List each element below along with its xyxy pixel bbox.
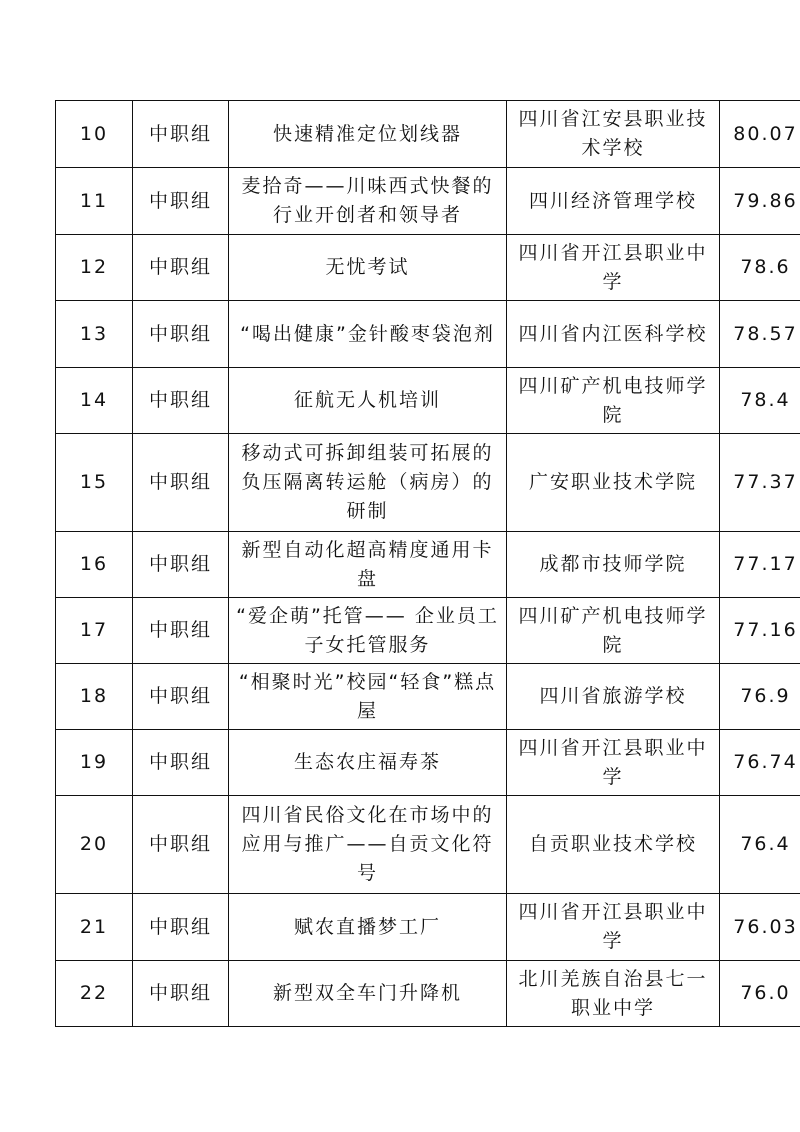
project-name: 征航无人机培训 (293, 389, 441, 411)
table-row (56, 664, 800, 730)
rank-cell: 20 (56, 796, 133, 894)
group-cell: 中职组 (133, 730, 229, 796)
score-cell: 76.74 (720, 730, 800, 796)
score-cell: 77.16 (720, 598, 800, 664)
rank-cell: 13 (56, 301, 133, 368)
school-cell (507, 532, 720, 598)
school-name: 四川矿产机电技师学院 (518, 374, 708, 426)
rank-cell: 18 (56, 664, 133, 730)
rank-cell: 22 (56, 961, 133, 1027)
score-cell: 76.03 (720, 894, 800, 961)
school-name: 北川羌族自治县七一职业中学 (518, 967, 708, 1019)
score-cell: 78.57 (720, 301, 800, 368)
table-row (56, 796, 800, 894)
score-cell: 78.6 (720, 235, 800, 301)
school-name: 四川省开江县职业中学 (518, 736, 708, 788)
score-cell: 80.07 (720, 101, 800, 168)
group-cell: 中职组 (133, 961, 229, 1027)
group-cell: 中职组 (133, 301, 229, 368)
project-name: 四川省民俗文化在市场中的应用与推广——自贡文化符号 (241, 804, 494, 884)
school-name: 四川省开江县职业中学 (518, 241, 708, 293)
school-name: 广安职业技术学院 (528, 471, 697, 493)
school-cell (507, 796, 720, 894)
project-name: 新型自动化超高精度通用卡盘 (241, 538, 494, 590)
score-cell: 78.4 (720, 368, 800, 434)
rank-cell: 11 (56, 168, 133, 235)
table-row (56, 532, 800, 598)
rank-cell: 19 (56, 730, 133, 796)
school-cell (507, 368, 720, 434)
score-cell: 77.37 (720, 434, 800, 532)
table-row (56, 598, 800, 664)
results-table (55, 100, 800, 1027)
project-cell (229, 961, 507, 1027)
project-cell (229, 532, 507, 598)
rank-cell: 15 (56, 434, 133, 532)
project-cell (229, 598, 507, 664)
school-cell (507, 434, 720, 532)
project-name: “喝出健康”金针酸枣袋泡剂 (240, 322, 495, 345)
school-name: 四川矿产机电技师学院 (518, 604, 708, 656)
project-cell (229, 168, 507, 235)
table-row (56, 168, 800, 235)
score-cell: 76.0 (720, 961, 800, 1027)
table-row (56, 301, 800, 368)
project-cell (229, 368, 507, 434)
rank-cell: 21 (56, 894, 133, 961)
school-cell (507, 730, 720, 796)
school-name: 四川省江安县职业技术学校 (518, 108, 708, 159)
group-cell: 中职组 (133, 368, 229, 434)
rank-cell: 14 (56, 368, 133, 434)
project-cell (229, 301, 507, 368)
project-cell (229, 796, 507, 894)
rank-cell: 16 (56, 532, 133, 598)
score-cell: 76.4 (720, 796, 800, 894)
project-name: 生态农庄福寿茶 (293, 751, 441, 773)
table-row (56, 434, 800, 532)
school-name: 四川省开江县职业中学 (518, 901, 708, 952)
school-cell (507, 235, 720, 301)
school-name: 四川经济管理学校 (528, 189, 697, 212)
group-cell: 中职组 (133, 796, 229, 894)
project-cell (229, 434, 507, 532)
school-cell (507, 301, 720, 368)
rank-cell: 10 (56, 101, 133, 168)
school-name: 四川省内江医科学校 (518, 322, 708, 345)
group-cell: 中职组 (133, 168, 229, 235)
table-row (56, 368, 800, 434)
table-row (56, 730, 800, 796)
school-cell (507, 961, 720, 1027)
table-row (56, 894, 800, 961)
project-name: 赋农直播梦工厂 (293, 915, 441, 938)
group-cell: 中职组 (133, 235, 229, 301)
project-name: 快速精准定位划线器 (272, 122, 462, 145)
project-cell (229, 101, 507, 168)
project-cell (229, 664, 507, 730)
school-name: 成都市技师学院 (539, 553, 687, 575)
group-cell: 中职组 (133, 434, 229, 532)
table-row (56, 235, 800, 301)
project-name: “相聚时光”校园“轻食”糕点屋 (238, 670, 497, 722)
group-cell: 中职组 (133, 894, 229, 961)
group-cell: 中职组 (133, 532, 229, 598)
project-name: 移动式可拆卸组装可拓展的负压隔离转运舱（病房）的研制 (241, 442, 494, 522)
group-cell: 中职组 (133, 664, 229, 730)
school-name: 四川省旅游学校 (539, 685, 687, 707)
rank-cell: 17 (56, 598, 133, 664)
project-cell (229, 730, 507, 796)
group-cell: 中职组 (133, 598, 229, 664)
project-cell (229, 894, 507, 961)
score-cell: 76.9 (720, 664, 800, 730)
project-cell (229, 235, 507, 301)
project-name: 新型双全车门升降机 (272, 982, 462, 1004)
score-cell: 79.86 (720, 168, 800, 235)
table-row (56, 961, 800, 1027)
score-cell: 77.17 (720, 532, 800, 598)
school-cell (507, 598, 720, 664)
project-name: 麦拾奇——川味西式快餐的行业开创者和领导者 (241, 175, 494, 226)
school-cell (507, 168, 720, 235)
project-name: 无忧考试 (325, 256, 410, 278)
project-name: “爱企萌”托管—— 企业员工子女托管服务 (236, 604, 499, 656)
school-cell (507, 664, 720, 730)
school-cell (507, 894, 720, 961)
group-cell: 中职组 (133, 101, 229, 168)
school-cell (507, 101, 720, 168)
school-name: 自贡职业技术学校 (528, 833, 697, 855)
rank-cell: 12 (56, 235, 133, 301)
table-row (56, 101, 800, 168)
